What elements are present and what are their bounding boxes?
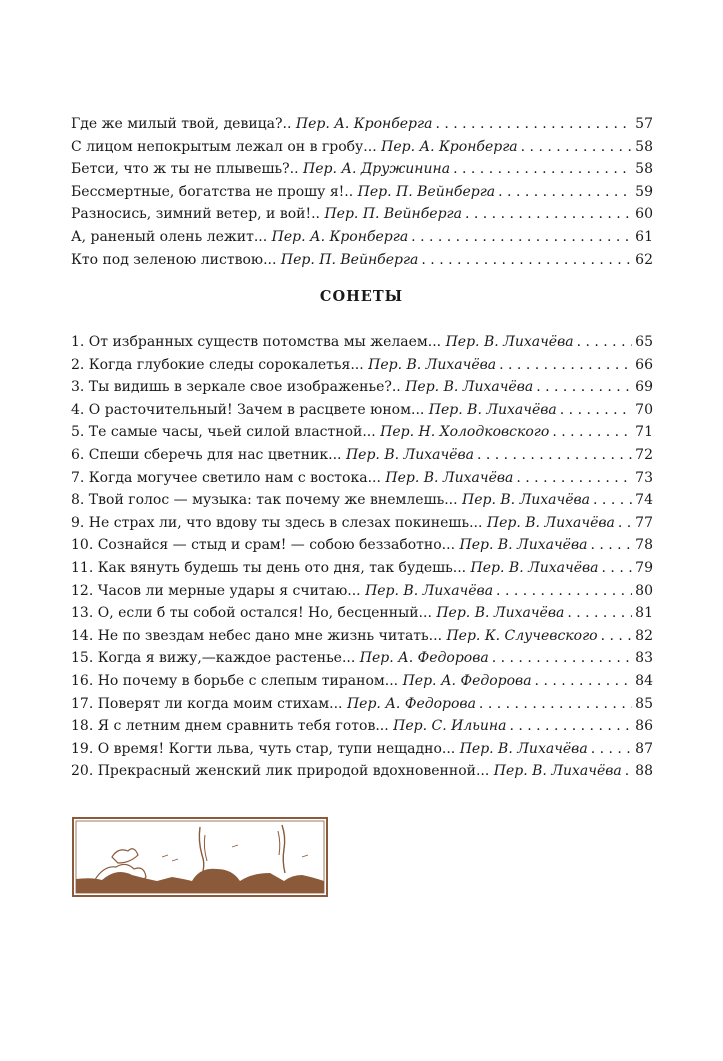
toc-entry-page: 86 <box>635 718 653 735</box>
landscape-vignette-icon <box>72 817 328 897</box>
toc-entry <box>71 421 653 444</box>
toc-entry-title: 2. Когда глубокие следы сорокалетья... <box>71 356 364 373</box>
toc-entry-title: 5. Те самые часы, чьей силой властной... <box>71 424 376 441</box>
toc-entry <box>71 354 653 377</box>
toc-entry-translator: Пер. Н. Холодковского <box>380 424 550 441</box>
toc-entry-title: С лицом непокрытым лежал он в гробу... <box>71 138 377 155</box>
toc-entry-translator: Пер. А. Федорова <box>402 672 532 689</box>
toc-entry-title: Где же милый твой, девица?.. <box>71 116 292 132</box>
dot-leader <box>421 249 632 272</box>
toc-entry <box>71 136 653 159</box>
dot-leader <box>591 738 632 761</box>
toc-entry-title: Разносись, зимний ветер, и вой!.. <box>71 206 321 223</box>
toc-entry <box>71 331 653 354</box>
toc-entry-translator: Пер. А. Федорова <box>346 695 476 712</box>
sonnets-heading: СОНЕТЫ <box>319 288 404 305</box>
toc-entry-translator: Пер. П. Вейнберга <box>280 251 419 268</box>
dot-leader <box>465 203 632 226</box>
toc-entry-title: 4. О расточительный! Зачем в расцвете юном... <box>71 401 425 418</box>
toc-entry-translator: Пер. А. Дружинина <box>303 161 451 178</box>
toc-entry-page: 72 <box>635 446 653 463</box>
dot-leader <box>492 647 632 670</box>
toc-entry-translator: Пер. В. Лихачёва <box>493 763 622 780</box>
toc-entry-page: 88 <box>635 763 653 780</box>
toc-entry-title: Бессмертные, богатства не прошу я!.. <box>71 183 354 200</box>
toc-entry-translator: Пер. А. Кронберга <box>295 116 433 132</box>
toc-entry-title: 1. От избранных существ потомства мы желаем... <box>71 334 442 350</box>
toc-entry-page: 65 <box>635 334 653 350</box>
toc-entry-title: 8. Твой голос — музыка: так почему же внемлешь... <box>71 492 458 509</box>
toc-entry <box>71 489 653 512</box>
dot-leader <box>498 181 632 204</box>
dot-leader <box>496 580 632 603</box>
dot-leader <box>499 354 632 377</box>
dot-leader <box>590 534 632 557</box>
toc-entry <box>71 580 653 603</box>
toc-entry-translator: Пер. В. Лихачёва <box>470 559 599 576</box>
toc-entry <box>71 512 653 535</box>
toc-entry-page: 61 <box>635 228 653 245</box>
toc-entry-title: 15. Когда я вижу,—каждое растенье... <box>71 650 356 667</box>
toc-entry-translator: Пер. В. Лихачёва <box>365 582 494 599</box>
toc-entry <box>71 534 653 557</box>
toc-entry-title: Бетси, что ж ты не плывешь?.. <box>71 161 299 178</box>
toc-entry-page: 81 <box>635 605 653 622</box>
dot-leader <box>552 421 632 444</box>
toc-entry-page: 74 <box>635 492 653 509</box>
toc-entry-title: 3. Ты видишь в зеркале свое изображенье?.. <box>71 379 401 396</box>
toc-entry <box>71 113 653 136</box>
toc-entry-page: 78 <box>635 537 653 554</box>
dot-leader <box>516 467 632 490</box>
toc-entry-translator: Пер. В. Лихачёва <box>428 401 557 418</box>
dot-leader <box>521 136 632 159</box>
toc-entry-page: 77 <box>635 514 653 531</box>
toc-entry-translator: Пер. В. Лихачёва <box>385 469 514 486</box>
toc-entry-title: А, раненый олень лежит... <box>71 228 268 245</box>
toc-entry-translator: Пер. В. Лихачёва <box>462 492 591 509</box>
dot-leader <box>477 444 632 467</box>
toc-entry-page: 69 <box>635 379 653 396</box>
toc-entry-title: Кто под зеленою листвою... <box>71 251 277 268</box>
toc-entry-translator: Пер. С. Ильина <box>393 718 507 735</box>
dot-leader <box>560 399 632 422</box>
toc-entry-title: 19. О время! Когти льва, чуть стар, тупи нещадно... <box>71 740 456 757</box>
toc-entry-page: 58 <box>635 138 653 155</box>
toc-entry <box>71 557 653 580</box>
toc-entry-translator: Пер. А. Кронберга <box>381 138 518 155</box>
toc-entry <box>71 625 653 648</box>
toc-entry-translator: Пер. В. Лихачёва <box>368 356 497 373</box>
toc-entry <box>71 693 653 716</box>
toc-entry-translator: Пер. П. Вейнберга <box>324 206 462 223</box>
toc-entry <box>71 181 653 204</box>
toc-sonnets-list <box>71 331 653 783</box>
toc-entry-title: 6. Спеши сберечь для нас цветник... <box>71 446 342 463</box>
toc-entry-page: 80 <box>635 582 653 599</box>
toc-entry <box>71 226 653 249</box>
toc-entry <box>71 647 653 670</box>
toc-entry-page: 62 <box>635 251 653 268</box>
toc-entry-title: 11. Как вянуть будешь ты день ото дня, так будешь... <box>71 559 467 576</box>
dot-leader <box>509 715 632 738</box>
toc-entry-translator: Пер. В. Лихачёва <box>345 446 474 463</box>
toc-entry-page: 87 <box>635 740 653 757</box>
toc-entry-title: 7. Когда могучее светило нам с востока... <box>71 469 381 486</box>
toc-entry-title: 18. Я с летним днем сравнить тебя готов... <box>71 718 389 735</box>
dot-leader <box>602 557 632 580</box>
dot-leader <box>618 512 632 535</box>
toc-entry-translator: Пер. В. Лихачёва <box>459 537 588 554</box>
toc-entry <box>71 602 653 625</box>
toc-entry <box>71 158 653 181</box>
toc-entry-translator: Пер. В. Лихачёва <box>459 740 588 757</box>
toc-entry-title: 13. О, если б ты собой остался! Но, бесценный... <box>71 605 432 622</box>
dot-leader <box>435 113 632 136</box>
toc-entry-page: 85 <box>635 695 653 712</box>
toc-entry-page: 58 <box>635 161 653 178</box>
toc-entry-translator: Пер. А. Кронберга <box>271 228 409 245</box>
dot-leader <box>535 670 632 693</box>
toc-entry <box>71 399 653 422</box>
toc-entry <box>71 467 653 490</box>
toc-entry-translator: Пер. К. Случевского <box>446 627 598 644</box>
toc-entry-title: 10. Сознайся — стыд и срам! — собою беззаботно... <box>71 537 456 554</box>
toc-entry-page: 57 <box>635 116 653 132</box>
toc-entry-page: 70 <box>635 401 653 418</box>
toc-entry <box>71 760 653 783</box>
toc-entry <box>71 738 653 761</box>
toc-entry-page: 79 <box>635 559 653 576</box>
toc-entry-page: 82 <box>635 627 653 644</box>
toc-entry-title: 16. Но почему в борьбе с слепым тираном... <box>71 672 399 689</box>
toc-entry-title: 12. Часов ли мерные удары я считаю... <box>71 582 361 599</box>
toc-entry-title: 20. Прекрасный женский лик природой вдохновенной... <box>71 763 490 780</box>
dot-leader <box>479 693 632 716</box>
dot-leader <box>411 226 632 249</box>
toc-entry-title: 9. Не страх ли, что вдову ты здесь в слезах покинешь... <box>71 514 483 531</box>
toc-entry-page: 83 <box>635 650 653 667</box>
toc-entry <box>71 670 653 693</box>
toc-entry-translator: Пер. А. Федорова <box>359 650 489 667</box>
toc-entry-translator: Пер. В. Лихачёва <box>436 605 565 622</box>
dot-leader <box>577 331 632 354</box>
toc-entry <box>71 249 653 272</box>
dot-leader <box>593 489 632 512</box>
toc-entry <box>71 715 653 738</box>
dot-leader <box>453 158 632 181</box>
toc-entry-page: 71 <box>635 424 653 441</box>
toc-entry-translator: Пер. В. Лихачёва <box>445 334 574 350</box>
toc-entry <box>71 376 653 399</box>
toc-entry-page: 59 <box>635 183 653 200</box>
toc-entry-page: 73 <box>635 469 653 486</box>
toc-entry-translator: Пер. П. Вейнберга <box>357 183 496 200</box>
toc-entry-translator: Пер. В. Лихачёва <box>486 514 615 531</box>
toc-entry-title: 14. Не по звездам небес дано мне жизнь читать... <box>71 627 443 644</box>
dot-leader <box>625 760 632 783</box>
toc-top-list <box>71 113 653 271</box>
toc-entry-translator: Пер. В. Лихачёва <box>405 379 534 396</box>
toc-entry-page: 84 <box>635 672 653 689</box>
dot-leader <box>601 625 632 648</box>
toc-entry <box>71 203 653 226</box>
dot-leader <box>536 376 632 399</box>
toc-entry <box>71 444 653 467</box>
toc-entry-title: 17. Поверят ли когда моим стихам... <box>71 695 343 712</box>
dot-leader <box>567 602 632 625</box>
toc-entry-page: 66 <box>635 356 653 373</box>
toc-entry-page: 60 <box>635 206 653 223</box>
